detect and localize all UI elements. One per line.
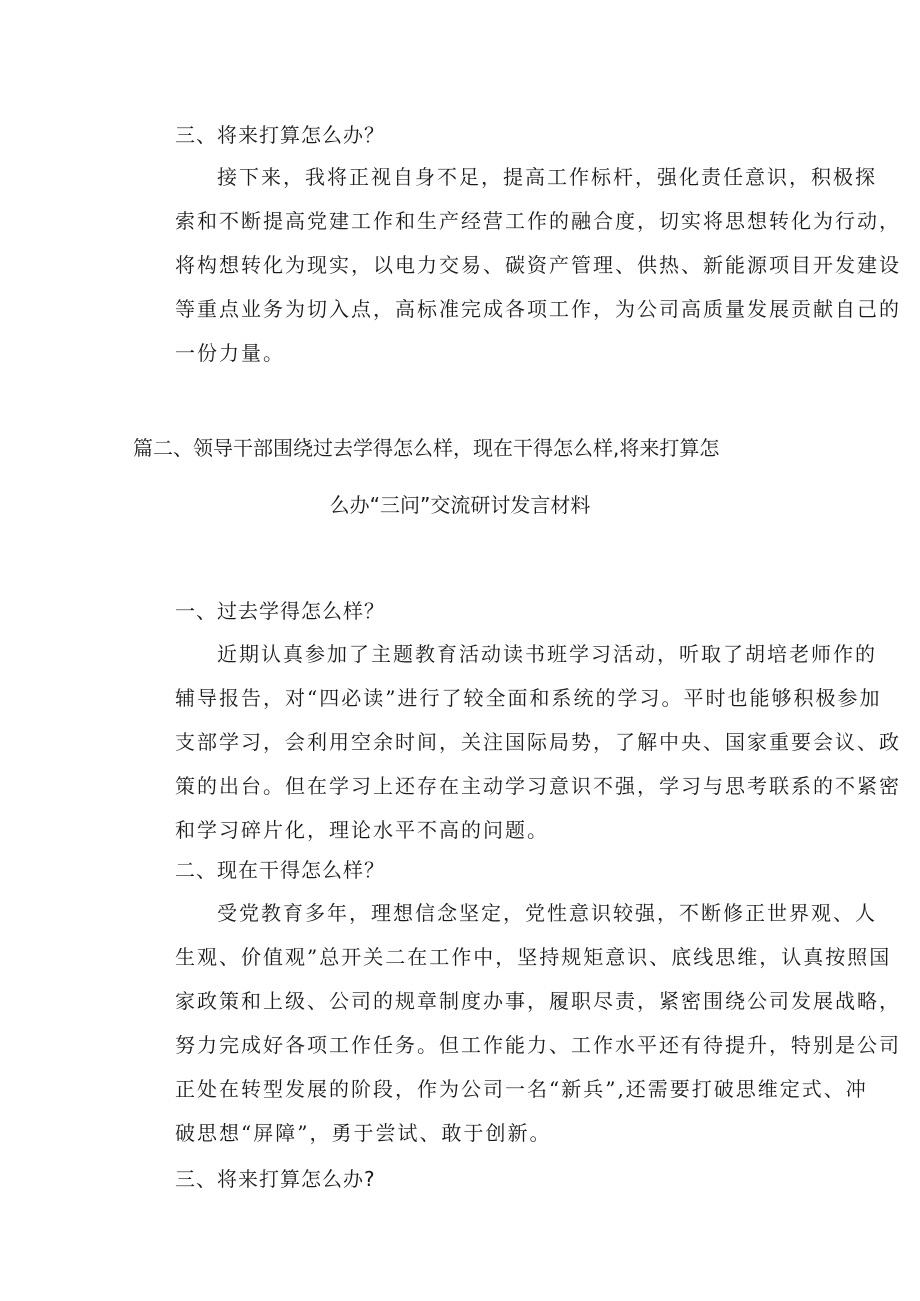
paragraph-line: 辅导报告，对“四必读”进行了较全面和系统的学习。平时也能够积极参加 (175, 686, 882, 710)
article-title-line-1: 篇二、领导干部围绕过去学得怎么样，现在干得怎么样,将来打算怎 (133, 436, 720, 460)
paragraph-line: 等重点业务为切入点，高标准完成各项工作，为公司高质量发展贡献自己的 (175, 297, 901, 321)
paragraph-line: 策的出台。但在学习上还存在主动学习意识不强，学习与思考联系的不紧密 (175, 774, 901, 798)
paragraph (133, 155, 901, 375)
paragraph-line: 家政策和上级、公司的规章制度办事，履职尽责，紧密围绕公司发展战略， (175, 989, 901, 1013)
section-heading (133, 120, 787, 150)
article-title-line-2: 么办“三问”交流研讨发言材料 (329, 493, 591, 517)
paragraph-line: 支部学习，会利用空余时间，关注国际局势，了解中央、国家重要会议、政 (175, 730, 901, 754)
section-heading (133, 855, 787, 885)
paragraph-line: 受党教育多年，理想信念坚定，党性意识较强，不断修正世界观、人 (217, 901, 877, 925)
section-heading (133, 596, 787, 626)
section-heading (133, 1164, 787, 1194)
heading-text: 三、将来打算怎么办? (175, 1167, 376, 1191)
paragraph-line: 将构想转化为现实，以电力交易、碳资产管理、供热、新能源项目开发建设 (175, 253, 901, 277)
article-title (133, 433, 787, 463)
paragraph (133, 891, 901, 1155)
paragraph-line: 索和不断提高党建工作和生产经营工作的融合度，切实将思想转化为行动， (175, 209, 901, 233)
paragraph-line: 和学习碎片化，理论水平不高的问题。 (175, 818, 549, 842)
article-title-continued (0, 490, 920, 520)
paragraph-line: 近期认真参加了主题教育活动读书班学习活动，听取了胡培老师作的 (217, 642, 877, 666)
paragraph-line: 生观、价值观”总开关二在工作中，坚持规矩意识、底线思维，认真按照国 (175, 945, 892, 969)
body-paragraph (133, 891, 901, 1155)
body-paragraph (133, 632, 901, 852)
heading-text: 二、现在干得怎么样？ (175, 858, 385, 882)
paragraph-line: 正处在转型发展的阶段，作为公司一名“新兵”,还需要打破思维定式、冲 (175, 1077, 868, 1101)
paragraph-line: 努力完成好各项工作任务。但工作能力、工作水平还有待提升，特别是公司 (175, 1033, 901, 1057)
heading-text: 一、过去学得怎么样？ (175, 599, 385, 623)
paragraph (133, 632, 901, 852)
body-paragraph (133, 155, 901, 375)
paragraph-line: 一份力量。 (175, 341, 285, 365)
heading-text: 三、将来打算怎么办？ (175, 123, 385, 147)
paragraph-line: 接下来，我将正视自身不足，提高工作标杆，强化责任意识，积极探 (217, 165, 877, 189)
paragraph-line: 破思想“屏障”，勇于尝试、敢于创新。 (175, 1121, 552, 1145)
